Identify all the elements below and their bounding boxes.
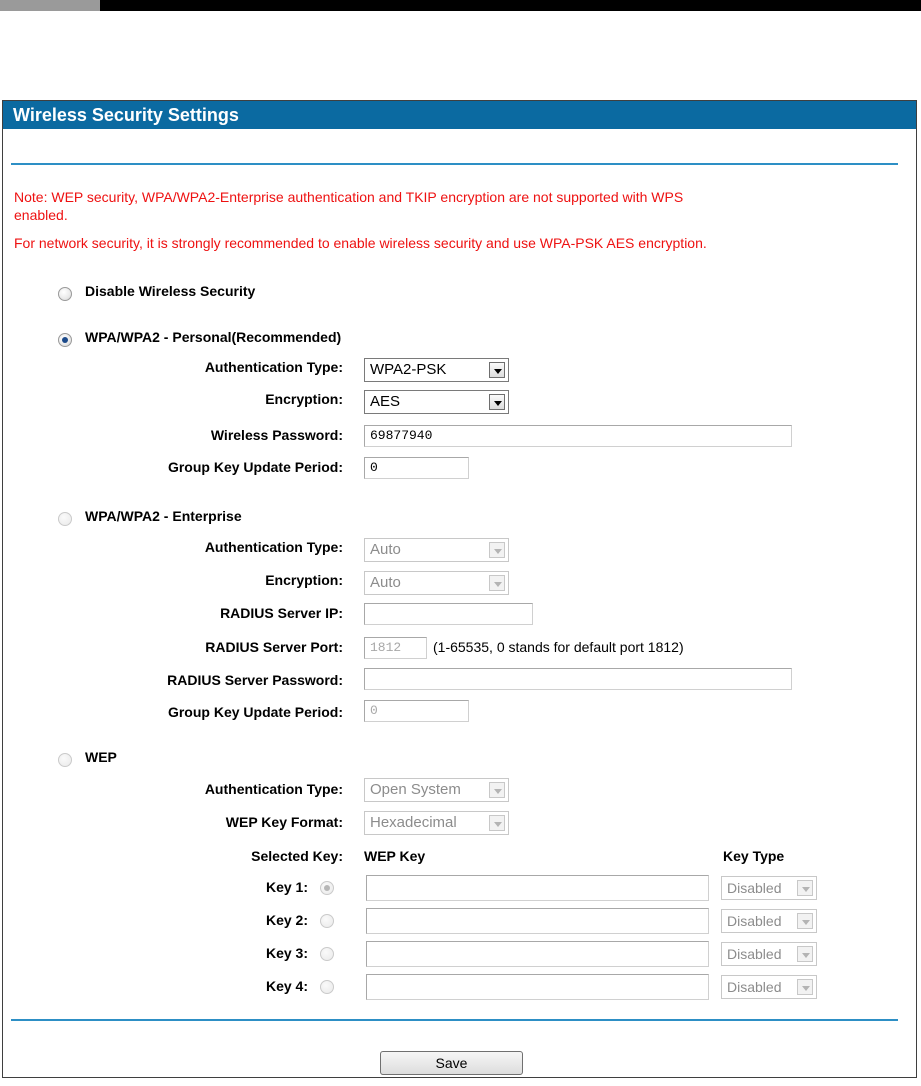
wep-key-column-header: WEP Key bbox=[364, 848, 426, 864]
key2-type-select[interactable] bbox=[721, 909, 817, 933]
chevron-down-icon bbox=[489, 782, 505, 798]
key-type-column-header: Key Type bbox=[723, 848, 785, 864]
key1-input[interactable] bbox=[366, 875, 709, 901]
chevron-down-icon bbox=[797, 880, 813, 896]
personal-encryption-select[interactable] bbox=[364, 390, 509, 414]
radius-port-label: RADIUS Server Port: bbox=[205, 639, 343, 655]
chevron-down-icon bbox=[489, 542, 505, 558]
wep-radio[interactable] bbox=[58, 753, 72, 767]
key1-label: Key 1: bbox=[265, 879, 308, 895]
personal-gkup-input[interactable]: 0 bbox=[364, 457, 469, 479]
key4-input[interactable] bbox=[366, 974, 709, 1000]
personal-auth-type-value: WPA2-PSK bbox=[370, 361, 447, 378]
personal-encryption-value: AES bbox=[370, 393, 401, 410]
security-recommendation-note: For network security, it is strongly recommended to enable wireless security and use WPA-PSK AES encryption. bbox=[14, 235, 707, 251]
key3-radio[interactable] bbox=[320, 947, 334, 961]
key4-type-value: Disabled bbox=[727, 979, 782, 995]
wep-key-format-value: Hexadecimal bbox=[370, 814, 457, 831]
wpa-enterprise-label: WPA/WPA2 - Enterprise bbox=[85, 508, 242, 524]
enterprise-gkup-input[interactable]: 0 bbox=[364, 700, 469, 722]
key1-radio[interactable] bbox=[320, 881, 334, 895]
key2-input[interactable] bbox=[366, 908, 709, 934]
selected-key-label: Selected Key: bbox=[251, 848, 343, 864]
radius-password-input[interactable] bbox=[364, 668, 792, 690]
key3-type-value: Disabled bbox=[727, 946, 782, 962]
radius-password-label: RADIUS Server Password: bbox=[167, 672, 343, 688]
key3-input[interactable] bbox=[366, 941, 709, 967]
key4-type-select[interactable] bbox=[721, 975, 817, 999]
bottom-divider bbox=[11, 1019, 898, 1021]
key2-radio[interactable] bbox=[320, 914, 334, 928]
enterprise-auth-type-label: Authentication Type: bbox=[204, 539, 343, 555]
wps-note: Note: WEP security, WPA/WPA2-Enterprise authentication and TKIP encryption are not supported with WPS bbox=[14, 189, 684, 205]
wep-auth-type-select[interactable] bbox=[364, 778, 509, 802]
enterprise-encryption-value: Auto bbox=[370, 574, 401, 591]
key3-label: Key 3: bbox=[265, 945, 308, 961]
chevron-down-icon bbox=[797, 946, 813, 962]
chevron-down-icon bbox=[797, 979, 813, 995]
personal-auth-type-label: Authentication Type: bbox=[204, 359, 343, 375]
chevron-down-icon bbox=[489, 815, 505, 831]
radius-ip-label: RADIUS Server IP: bbox=[220, 605, 343, 621]
wpa-personal-radio[interactable] bbox=[58, 333, 72, 347]
enterprise-encryption-select[interactable] bbox=[364, 571, 509, 595]
wep-auth-type-label: Authentication Type: bbox=[204, 781, 343, 797]
enterprise-gkup-label: Group Key Update Period: bbox=[167, 704, 343, 720]
wireless-password-label: Wireless Password: bbox=[210, 427, 343, 443]
enterprise-auth-type-value: Auto bbox=[370, 541, 401, 558]
wpa-personal-label: WPA/WPA2 - Personal(Recommended) bbox=[85, 329, 342, 345]
personal-gkup-label: Group Key Update Period: bbox=[167, 459, 343, 475]
top-tab bbox=[0, 0, 100, 11]
wireless-password-input[interactable]: 69877940 bbox=[364, 425, 792, 447]
enterprise-encryption-label: Encryption: bbox=[265, 572, 343, 588]
disable-security-label: Disable Wireless Security bbox=[85, 283, 256, 299]
key4-radio[interactable] bbox=[320, 980, 334, 994]
disable-security-radio[interactable] bbox=[58, 287, 72, 301]
personal-auth-type-select[interactable] bbox=[364, 358, 509, 382]
wep-label: WEP bbox=[85, 749, 117, 765]
key4-label: Key 4: bbox=[265, 978, 308, 994]
save-button[interactable]: Save bbox=[380, 1051, 523, 1075]
key3-type-select[interactable] bbox=[721, 942, 817, 966]
radius-ip-input[interactable] bbox=[364, 603, 533, 625]
chevron-down-icon bbox=[489, 362, 505, 378]
top-bar bbox=[0, 0, 921, 11]
wpa-enterprise-radio[interactable] bbox=[58, 512, 72, 526]
enterprise-auth-type-select[interactable] bbox=[364, 538, 509, 562]
personal-encryption-label: Encryption: bbox=[265, 391, 343, 407]
chevron-down-icon bbox=[797, 913, 813, 929]
wireless-security-panel bbox=[2, 100, 917, 1078]
key1-type-value: Disabled bbox=[727, 880, 782, 896]
radius-port-hint: (1-65535, 0 stands for default port 1812) bbox=[433, 639, 684, 655]
key2-label: Key 2: bbox=[265, 912, 308, 928]
top-divider bbox=[11, 163, 898, 165]
chevron-down-icon bbox=[489, 394, 505, 410]
key1-type-select[interactable] bbox=[721, 876, 817, 900]
wep-key-format-select[interactable] bbox=[364, 811, 509, 835]
panel-title: Wireless Security Settings bbox=[3, 101, 916, 129]
wep-key-format-label: WEP Key Format: bbox=[225, 814, 343, 830]
radius-port-input[interactable]: 1812 bbox=[364, 637, 427, 659]
wep-auth-type-value: Open System bbox=[370, 781, 461, 798]
chevron-down-icon bbox=[489, 575, 505, 591]
wps-note-cont: enabled. bbox=[14, 207, 68, 223]
key2-type-value: Disabled bbox=[727, 913, 782, 929]
